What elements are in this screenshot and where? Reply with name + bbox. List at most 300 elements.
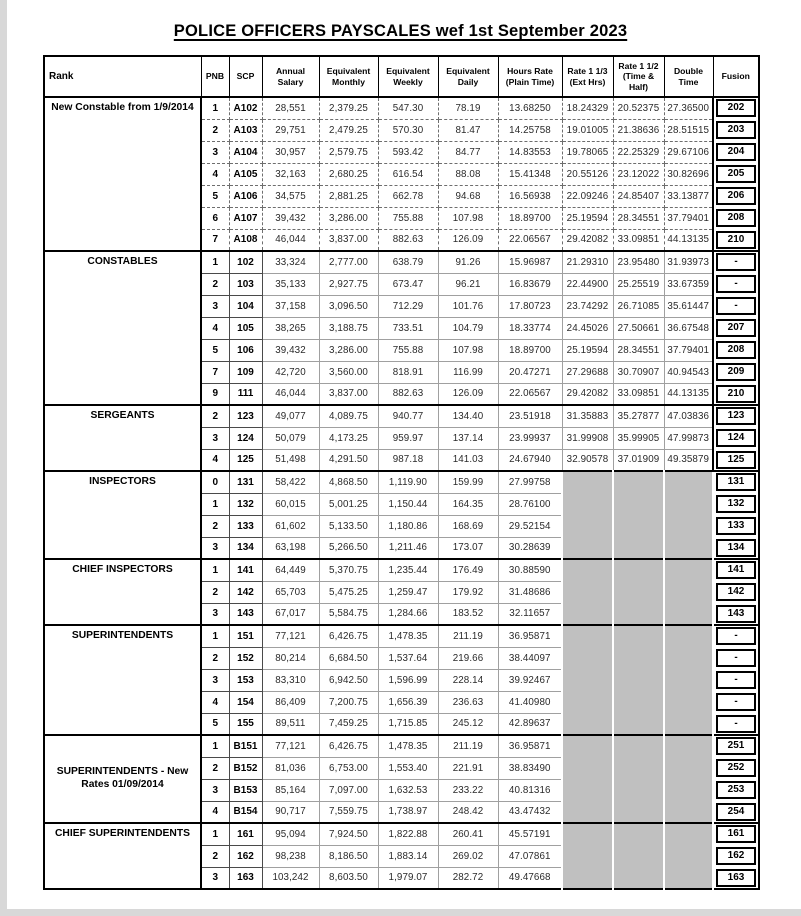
pnb-cell: 3 <box>201 537 229 559</box>
double-time-cell: 44.13135 <box>664 383 713 405</box>
equivalent-weekly-cell: 1,284.66 <box>378 603 438 625</box>
rate-1-1-2-cell: 37.01909 <box>613 449 664 471</box>
equivalent-monthly-cell: 2,881.25 <box>319 185 378 207</box>
table-row <box>44 471 759 493</box>
equivalent-weekly-cell: 1,150.44 <box>378 493 438 515</box>
fusion-cell <box>713 449 759 471</box>
annual-salary-cell: 98,238 <box>262 845 319 867</box>
pnb-cell: 3 <box>201 669 229 691</box>
equivalent-daily-cell: 176.49 <box>438 559 498 581</box>
fusion-value-box: 210 <box>716 231 756 249</box>
equivalent-daily-cell: 233.22 <box>438 779 498 801</box>
equivalent-daily-cell: 248.42 <box>438 801 498 823</box>
rate-1-1-3-cell: 24.45026 <box>562 317 613 339</box>
equivalent-daily-cell: 282.72 <box>438 867 498 889</box>
scp-cell: 131 <box>229 471 262 493</box>
double-time-cell: 31.93973 <box>664 251 713 273</box>
pnb-cell: 1 <box>201 97 229 119</box>
header-row <box>44 56 759 97</box>
hours-rate-cell: 17.80723 <box>498 295 562 317</box>
annual-salary-cell: 35,133 <box>262 273 319 295</box>
column-header-equivalent-weekly: Equivalent Weekly <box>378 56 438 97</box>
annual-salary-cell: 63,198 <box>262 537 319 559</box>
annual-salary-cell: 103,242 <box>262 867 319 889</box>
fusion-value-box: 202 <box>716 99 756 117</box>
scp-cell: A107 <box>229 207 262 229</box>
fusion-cell <box>713 801 759 823</box>
column-header-pnb: PNB <box>201 56 229 97</box>
equivalent-monthly-cell: 3,286.00 <box>319 207 378 229</box>
fusion-value-box: - <box>716 253 756 271</box>
rate-1-1-3-cell: 21.29310 <box>562 251 613 273</box>
equivalent-monthly-cell: 2,927.75 <box>319 273 378 295</box>
column-header-annual-salary: Annual Salary <box>262 56 319 97</box>
equivalent-weekly-cell: 712.29 <box>378 295 438 317</box>
equivalent-weekly-cell: 662.78 <box>378 185 438 207</box>
rate-shaded-cell <box>562 823 613 889</box>
annual-salary-cell: 60,015 <box>262 493 319 515</box>
equivalent-weekly-cell: 616.54 <box>378 163 438 185</box>
fusion-value-box: - <box>716 671 756 689</box>
scan-edge-left <box>0 0 7 916</box>
column-header-hours-rate-plain-time: Hours Rate (Plain Time) <box>498 56 562 97</box>
rate-1-1-3-cell: 22.09246 <box>562 185 613 207</box>
rate-1-1-2-cell: 21.38636 <box>613 119 664 141</box>
equivalent-weekly-cell: 987.18 <box>378 449 438 471</box>
rate-1-1-2-cell: 28.34551 <box>613 207 664 229</box>
equivalent-monthly-cell: 5,475.25 <box>319 581 378 603</box>
scp-cell: 103 <box>229 273 262 295</box>
equivalent-weekly-cell: 570.30 <box>378 119 438 141</box>
fusion-value-box: - <box>716 297 756 315</box>
equivalent-daily-cell: 168.69 <box>438 515 498 537</box>
equivalent-monthly-cell: 5,584.75 <box>319 603 378 625</box>
equivalent-monthly-cell: 4,089.75 <box>319 405 378 427</box>
page <box>43 0 758 890</box>
scp-cell: 154 <box>229 691 262 713</box>
fusion-value-box: - <box>716 649 756 667</box>
equivalent-monthly-cell: 5,370.75 <box>319 559 378 581</box>
scp-cell: 163 <box>229 867 262 889</box>
equivalent-weekly-cell: 1,478.35 <box>378 625 438 647</box>
hours-rate-cell: 41.40980 <box>498 691 562 713</box>
rate-1-1-2-cell: 20.52375 <box>613 97 664 119</box>
hours-rate-cell: 36.95871 <box>498 735 562 757</box>
double-time-cell: 33.67359 <box>664 273 713 295</box>
scp-cell: A102 <box>229 97 262 119</box>
equivalent-monthly-cell: 4,868.50 <box>319 471 378 493</box>
annual-salary-cell: 77,121 <box>262 625 319 647</box>
pnb-cell: 5 <box>201 185 229 207</box>
hours-rate-cell: 31.48686 <box>498 581 562 603</box>
equivalent-weekly-cell: 1,979.07 <box>378 867 438 889</box>
rate-shaded-cell <box>613 471 664 559</box>
fusion-value-box: - <box>716 275 756 293</box>
scp-cell: 155 <box>229 713 262 735</box>
rate-1-1-3-cell: 31.35883 <box>562 405 613 427</box>
equivalent-daily-cell: 81.47 <box>438 119 498 141</box>
rate-1-1-3-cell: 23.74292 <box>562 295 613 317</box>
fusion-cell <box>713 163 759 185</box>
equivalent-weekly-cell: 755.88 <box>378 339 438 361</box>
annual-salary-cell: 86,409 <box>262 691 319 713</box>
scp-cell: 132 <box>229 493 262 515</box>
annual-salary-cell: 28,551 <box>262 97 319 119</box>
equivalent-monthly-cell: 7,559.75 <box>319 801 378 823</box>
equivalent-weekly-cell: 1,715.85 <box>378 713 438 735</box>
scp-cell: 105 <box>229 317 262 339</box>
rate-1-1-3-cell: 25.19594 <box>562 339 613 361</box>
column-header-equivalent-daily: Equivalent Daily <box>438 56 498 97</box>
equivalent-daily-cell: 219.66 <box>438 647 498 669</box>
fusion-cell <box>713 251 759 273</box>
annual-salary-cell: 80,214 <box>262 647 319 669</box>
equivalent-monthly-cell: 5,266.50 <box>319 537 378 559</box>
equivalent-monthly-cell: 3,837.00 <box>319 383 378 405</box>
rate-1-1-3-cell: 20.55126 <box>562 163 613 185</box>
scp-cell: 162 <box>229 845 262 867</box>
annual-salary-cell: 39,432 <box>262 339 319 361</box>
double-time-cell: 37.79401 <box>664 207 713 229</box>
hours-rate-cell: 14.83553 <box>498 141 562 163</box>
rank-section-label: CONSTABLES <box>44 251 201 405</box>
fusion-cell <box>713 493 759 515</box>
hours-rate-cell: 18.89700 <box>498 339 562 361</box>
double-time-cell: 37.79401 <box>664 339 713 361</box>
annual-salary-cell: 83,310 <box>262 669 319 691</box>
rate-shaded-cell <box>562 559 613 625</box>
equivalent-weekly-cell: 1,259.47 <box>378 581 438 603</box>
scan-edge-bottom <box>0 909 801 916</box>
equivalent-monthly-cell: 6,942.50 <box>319 669 378 691</box>
fusion-value-box: 209 <box>716 363 756 381</box>
equivalent-daily-cell: 179.92 <box>438 581 498 603</box>
equivalent-weekly-cell: 1,738.97 <box>378 801 438 823</box>
rate-1-1-2-cell: 33.09851 <box>613 229 664 251</box>
equivalent-daily-cell: 107.98 <box>438 339 498 361</box>
equivalent-monthly-cell: 7,097.00 <box>319 779 378 801</box>
scp-cell: 123 <box>229 405 262 427</box>
pnb-cell: 6 <box>201 207 229 229</box>
scp-cell: 124 <box>229 427 262 449</box>
rank-section-label: New Constable from 1/9/2014 <box>44 97 201 251</box>
rank-section-chief-superintendents <box>44 823 759 889</box>
fusion-value-box: 131 <box>716 473 756 491</box>
rate-shaded-cell <box>664 823 713 889</box>
equivalent-daily-cell: 91.26 <box>438 251 498 273</box>
fusion-cell <box>713 779 759 801</box>
annual-salary-cell: 46,044 <box>262 229 319 251</box>
equivalent-daily-cell: 269.02 <box>438 845 498 867</box>
rate-1-1-2-cell: 28.34551 <box>613 339 664 361</box>
rate-shaded-cell <box>562 471 613 559</box>
double-time-cell: 33.13877 <box>664 185 713 207</box>
fusion-cell <box>713 361 759 383</box>
pnb-cell: 2 <box>201 273 229 295</box>
column-header-fusion: Fusion <box>713 56 759 97</box>
scp-cell: 153 <box>229 669 262 691</box>
equivalent-weekly-cell: 1,596.99 <box>378 669 438 691</box>
annual-salary-cell: 64,449 <box>262 559 319 581</box>
rank-section-label: INSPECTORS <box>44 471 201 559</box>
rate-1-1-2-cell: 23.12022 <box>613 163 664 185</box>
hours-rate-cell: 22.06567 <box>498 383 562 405</box>
hours-rate-cell: 16.83679 <box>498 273 562 295</box>
fusion-cell <box>713 185 759 207</box>
annual-salary-cell: 34,575 <box>262 185 319 207</box>
fusion-value-box: - <box>716 715 756 733</box>
pnb-cell: 4 <box>201 801 229 823</box>
fusion-cell <box>713 515 759 537</box>
fusion-value-box: 132 <box>716 495 756 513</box>
hours-rate-cell: 16.56938 <box>498 185 562 207</box>
hours-rate-cell: 28.76100 <box>498 493 562 515</box>
fusion-cell <box>713 735 759 757</box>
scp-cell: A103 <box>229 119 262 141</box>
scp-cell: B151 <box>229 735 262 757</box>
equivalent-monthly-cell: 3,096.50 <box>319 295 378 317</box>
scp-cell: 141 <box>229 559 262 581</box>
equivalent-weekly-cell: 940.77 <box>378 405 438 427</box>
hours-rate-cell: 27.99758 <box>498 471 562 493</box>
scp-cell: B152 <box>229 757 262 779</box>
hours-rate-cell: 24.67940 <box>498 449 562 471</box>
fusion-cell <box>713 339 759 361</box>
equivalent-weekly-cell: 673.47 <box>378 273 438 295</box>
fusion-cell <box>713 625 759 647</box>
equivalent-daily-cell: 107.98 <box>438 207 498 229</box>
pnb-cell: 9 <box>201 383 229 405</box>
rank-section-sergeants <box>44 405 759 471</box>
equivalent-weekly-cell: 547.30 <box>378 97 438 119</box>
pnb-cell: 2 <box>201 405 229 427</box>
equivalent-weekly-cell: 882.63 <box>378 383 438 405</box>
hours-rate-cell: 42.89637 <box>498 713 562 735</box>
fusion-cell <box>713 559 759 581</box>
rate-1-1-3-cell: 22.44900 <box>562 273 613 295</box>
equivalent-monthly-cell: 7,459.25 <box>319 713 378 735</box>
pnb-cell: 2 <box>201 845 229 867</box>
rank-section-label: SERGEANTS <box>44 405 201 471</box>
equivalent-weekly-cell: 959.97 <box>378 427 438 449</box>
hours-rate-cell: 38.44097 <box>498 647 562 669</box>
annual-salary-cell: 33,324 <box>262 251 319 273</box>
annual-salary-cell: 42,720 <box>262 361 319 383</box>
pnb-cell: 4 <box>201 163 229 185</box>
fusion-cell <box>713 273 759 295</box>
double-time-cell: 49.35879 <box>664 449 713 471</box>
hours-rate-cell: 40.81316 <box>498 779 562 801</box>
annual-salary-cell: 30,957 <box>262 141 319 163</box>
annual-salary-cell: 39,432 <box>262 207 319 229</box>
annual-salary-cell: 67,017 <box>262 603 319 625</box>
equivalent-monthly-cell: 3,188.75 <box>319 317 378 339</box>
equivalent-weekly-cell: 1,822.88 <box>378 823 438 845</box>
rate-1-1-3-cell: 19.78065 <box>562 141 613 163</box>
double-time-cell: 47.03836 <box>664 405 713 427</box>
equivalent-weekly-cell: 1,211.46 <box>378 537 438 559</box>
hours-rate-cell: 30.88590 <box>498 559 562 581</box>
equivalent-daily-cell: 137.14 <box>438 427 498 449</box>
fusion-value-box: 208 <box>716 209 756 227</box>
annual-salary-cell: 77,121 <box>262 735 319 757</box>
rank-section-superintendents-new-rates-01-09-2014 <box>44 735 759 823</box>
equivalent-monthly-cell: 6,753.00 <box>319 757 378 779</box>
equivalent-daily-cell: 173.07 <box>438 537 498 559</box>
scp-cell: 152 <box>229 647 262 669</box>
equivalent-weekly-cell: 1,656.39 <box>378 691 438 713</box>
fusion-cell <box>713 383 759 405</box>
rank-section-label: CHIEF SUPERINTENDENTS <box>44 823 201 889</box>
hours-rate-cell: 39.92467 <box>498 669 562 691</box>
pnb-cell: 1 <box>201 493 229 515</box>
equivalent-daily-cell: 126.09 <box>438 383 498 405</box>
rate-1-1-3-cell: 27.29688 <box>562 361 613 383</box>
column-header-rate-1-1-2-time-half: Rate 1 1/2 (Time & Half) <box>613 56 664 97</box>
rate-1-1-3-cell: 19.01005 <box>562 119 613 141</box>
rate-1-1-2-cell: 35.27877 <box>613 405 664 427</box>
equivalent-monthly-cell: 3,837.00 <box>319 229 378 251</box>
column-header-rate-1-1-3-ext-hrs: Rate 1 1/3 (Ext Hrs) <box>562 56 613 97</box>
equivalent-monthly-cell: 6,426.75 <box>319 625 378 647</box>
rate-1-1-2-cell: 25.25519 <box>613 273 664 295</box>
hours-rate-cell: 15.96987 <box>498 251 562 273</box>
hours-rate-cell: 45.57191 <box>498 823 562 845</box>
equivalent-monthly-cell: 2,777.00 <box>319 251 378 273</box>
hours-rate-cell: 32.11657 <box>498 603 562 625</box>
rate-shaded-cell <box>613 735 664 823</box>
equivalent-weekly-cell: 638.79 <box>378 251 438 273</box>
pnb-cell: 3 <box>201 867 229 889</box>
annual-salary-cell: 32,163 <box>262 163 319 185</box>
hours-rate-cell: 22.06567 <box>498 229 562 251</box>
equivalent-monthly-cell: 7,924.50 <box>319 823 378 845</box>
table-header <box>44 56 759 97</box>
equivalent-monthly-cell: 7,200.75 <box>319 691 378 713</box>
pnb-cell: 3 <box>201 295 229 317</box>
hours-rate-cell: 14.25758 <box>498 119 562 141</box>
equivalent-daily-cell: 221.91 <box>438 757 498 779</box>
fusion-value-box: 142 <box>716 583 756 601</box>
equivalent-daily-cell: 228.14 <box>438 669 498 691</box>
fusion-cell <box>713 317 759 339</box>
equivalent-daily-cell: 88.08 <box>438 163 498 185</box>
fusion-value-box: 125 <box>716 451 756 469</box>
fusion-cell <box>713 405 759 427</box>
annual-salary-cell: 85,164 <box>262 779 319 801</box>
table-row <box>44 823 759 845</box>
double-time-cell: 40.94543 <box>664 361 713 383</box>
rate-1-1-3-cell: 31.99908 <box>562 427 613 449</box>
equivalent-monthly-cell: 2,680.25 <box>319 163 378 185</box>
column-header-double-time: Double Time <box>664 56 713 97</box>
scp-cell: 133 <box>229 515 262 537</box>
fusion-cell <box>713 471 759 493</box>
equivalent-daily-cell: 116.99 <box>438 361 498 383</box>
column-header-equivalent-monthly: Equivalent Monthly <box>319 56 378 97</box>
rate-1-1-2-cell: 27.50661 <box>613 317 664 339</box>
pnb-cell: 1 <box>201 625 229 647</box>
scp-cell: 109 <box>229 361 262 383</box>
equivalent-daily-cell: 126.09 <box>438 229 498 251</box>
rank-section-new-constable-from-1-9-2014 <box>44 97 759 251</box>
annual-salary-cell: 89,511 <box>262 713 319 735</box>
equivalent-weekly-cell: 755.88 <box>378 207 438 229</box>
rate-1-1-2-cell: 22.25329 <box>613 141 664 163</box>
column-header-rank: Rank <box>44 56 201 97</box>
equivalent-monthly-cell: 3,286.00 <box>319 339 378 361</box>
fusion-cell <box>713 537 759 559</box>
equivalent-weekly-cell: 1,553.40 <box>378 757 438 779</box>
fusion-value-box: 134 <box>716 539 756 557</box>
annual-salary-cell: 46,044 <box>262 383 319 405</box>
equivalent-daily-cell: 211.19 <box>438 735 498 757</box>
annual-salary-cell: 58,422 <box>262 471 319 493</box>
scp-cell: A104 <box>229 141 262 163</box>
fusion-cell <box>713 119 759 141</box>
equivalent-daily-cell: 164.35 <box>438 493 498 515</box>
annual-salary-cell: 65,703 <box>262 581 319 603</box>
fusion-cell <box>713 97 759 119</box>
fusion-cell <box>713 823 759 845</box>
hours-rate-cell: 30.28639 <box>498 537 562 559</box>
scp-cell: 104 <box>229 295 262 317</box>
pnb-cell: 4 <box>201 449 229 471</box>
equivalent-monthly-cell: 5,001.25 <box>319 493 378 515</box>
equivalent-daily-cell: 211.19 <box>438 625 498 647</box>
equivalent-daily-cell: 101.76 <box>438 295 498 317</box>
scp-cell: 125 <box>229 449 262 471</box>
annual-salary-cell: 38,265 <box>262 317 319 339</box>
hours-rate-cell: 49.47668 <box>498 867 562 889</box>
rank-section-label: CHIEF INSPECTORS <box>44 559 201 625</box>
pnb-cell: 4 <box>201 691 229 713</box>
pnb-cell: 3 <box>201 779 229 801</box>
rate-shaded-cell <box>613 559 664 625</box>
pnb-cell: 3 <box>201 427 229 449</box>
equivalent-daily-cell: 84.77 <box>438 141 498 163</box>
rank-section-label: SUPERINTENDENTS <box>44 625 201 735</box>
fusion-cell <box>713 647 759 669</box>
pnb-cell: 1 <box>201 251 229 273</box>
fusion-value-box: 162 <box>716 847 756 865</box>
fusion-value-box: 208 <box>716 341 756 359</box>
equivalent-daily-cell: 141.03 <box>438 449 498 471</box>
scp-cell: 102 <box>229 251 262 273</box>
hours-rate-cell: 18.33774 <box>498 317 562 339</box>
rate-shaded-cell <box>664 625 713 735</box>
fusion-cell <box>713 713 759 735</box>
column-header-scp: SCP <box>229 56 262 97</box>
rank-section-superintendents <box>44 625 759 735</box>
fusion-value-box: 141 <box>716 561 756 579</box>
annual-salary-cell: 51,498 <box>262 449 319 471</box>
annual-salary-cell: 81,036 <box>262 757 319 779</box>
rate-1-1-2-cell: 26.71085 <box>613 295 664 317</box>
table-row <box>44 405 759 427</box>
equivalent-daily-cell: 134.40 <box>438 405 498 427</box>
double-time-cell: 28.51515 <box>664 119 713 141</box>
fusion-cell <box>713 141 759 163</box>
scp-cell: 143 <box>229 603 262 625</box>
table-row <box>44 559 759 581</box>
double-time-cell: 29.67106 <box>664 141 713 163</box>
table-row <box>44 251 759 273</box>
rate-shaded-cell <box>613 625 664 735</box>
double-time-cell: 30.82696 <box>664 163 713 185</box>
equivalent-daily-cell: 104.79 <box>438 317 498 339</box>
rate-1-1-3-cell: 29.42082 <box>562 383 613 405</box>
